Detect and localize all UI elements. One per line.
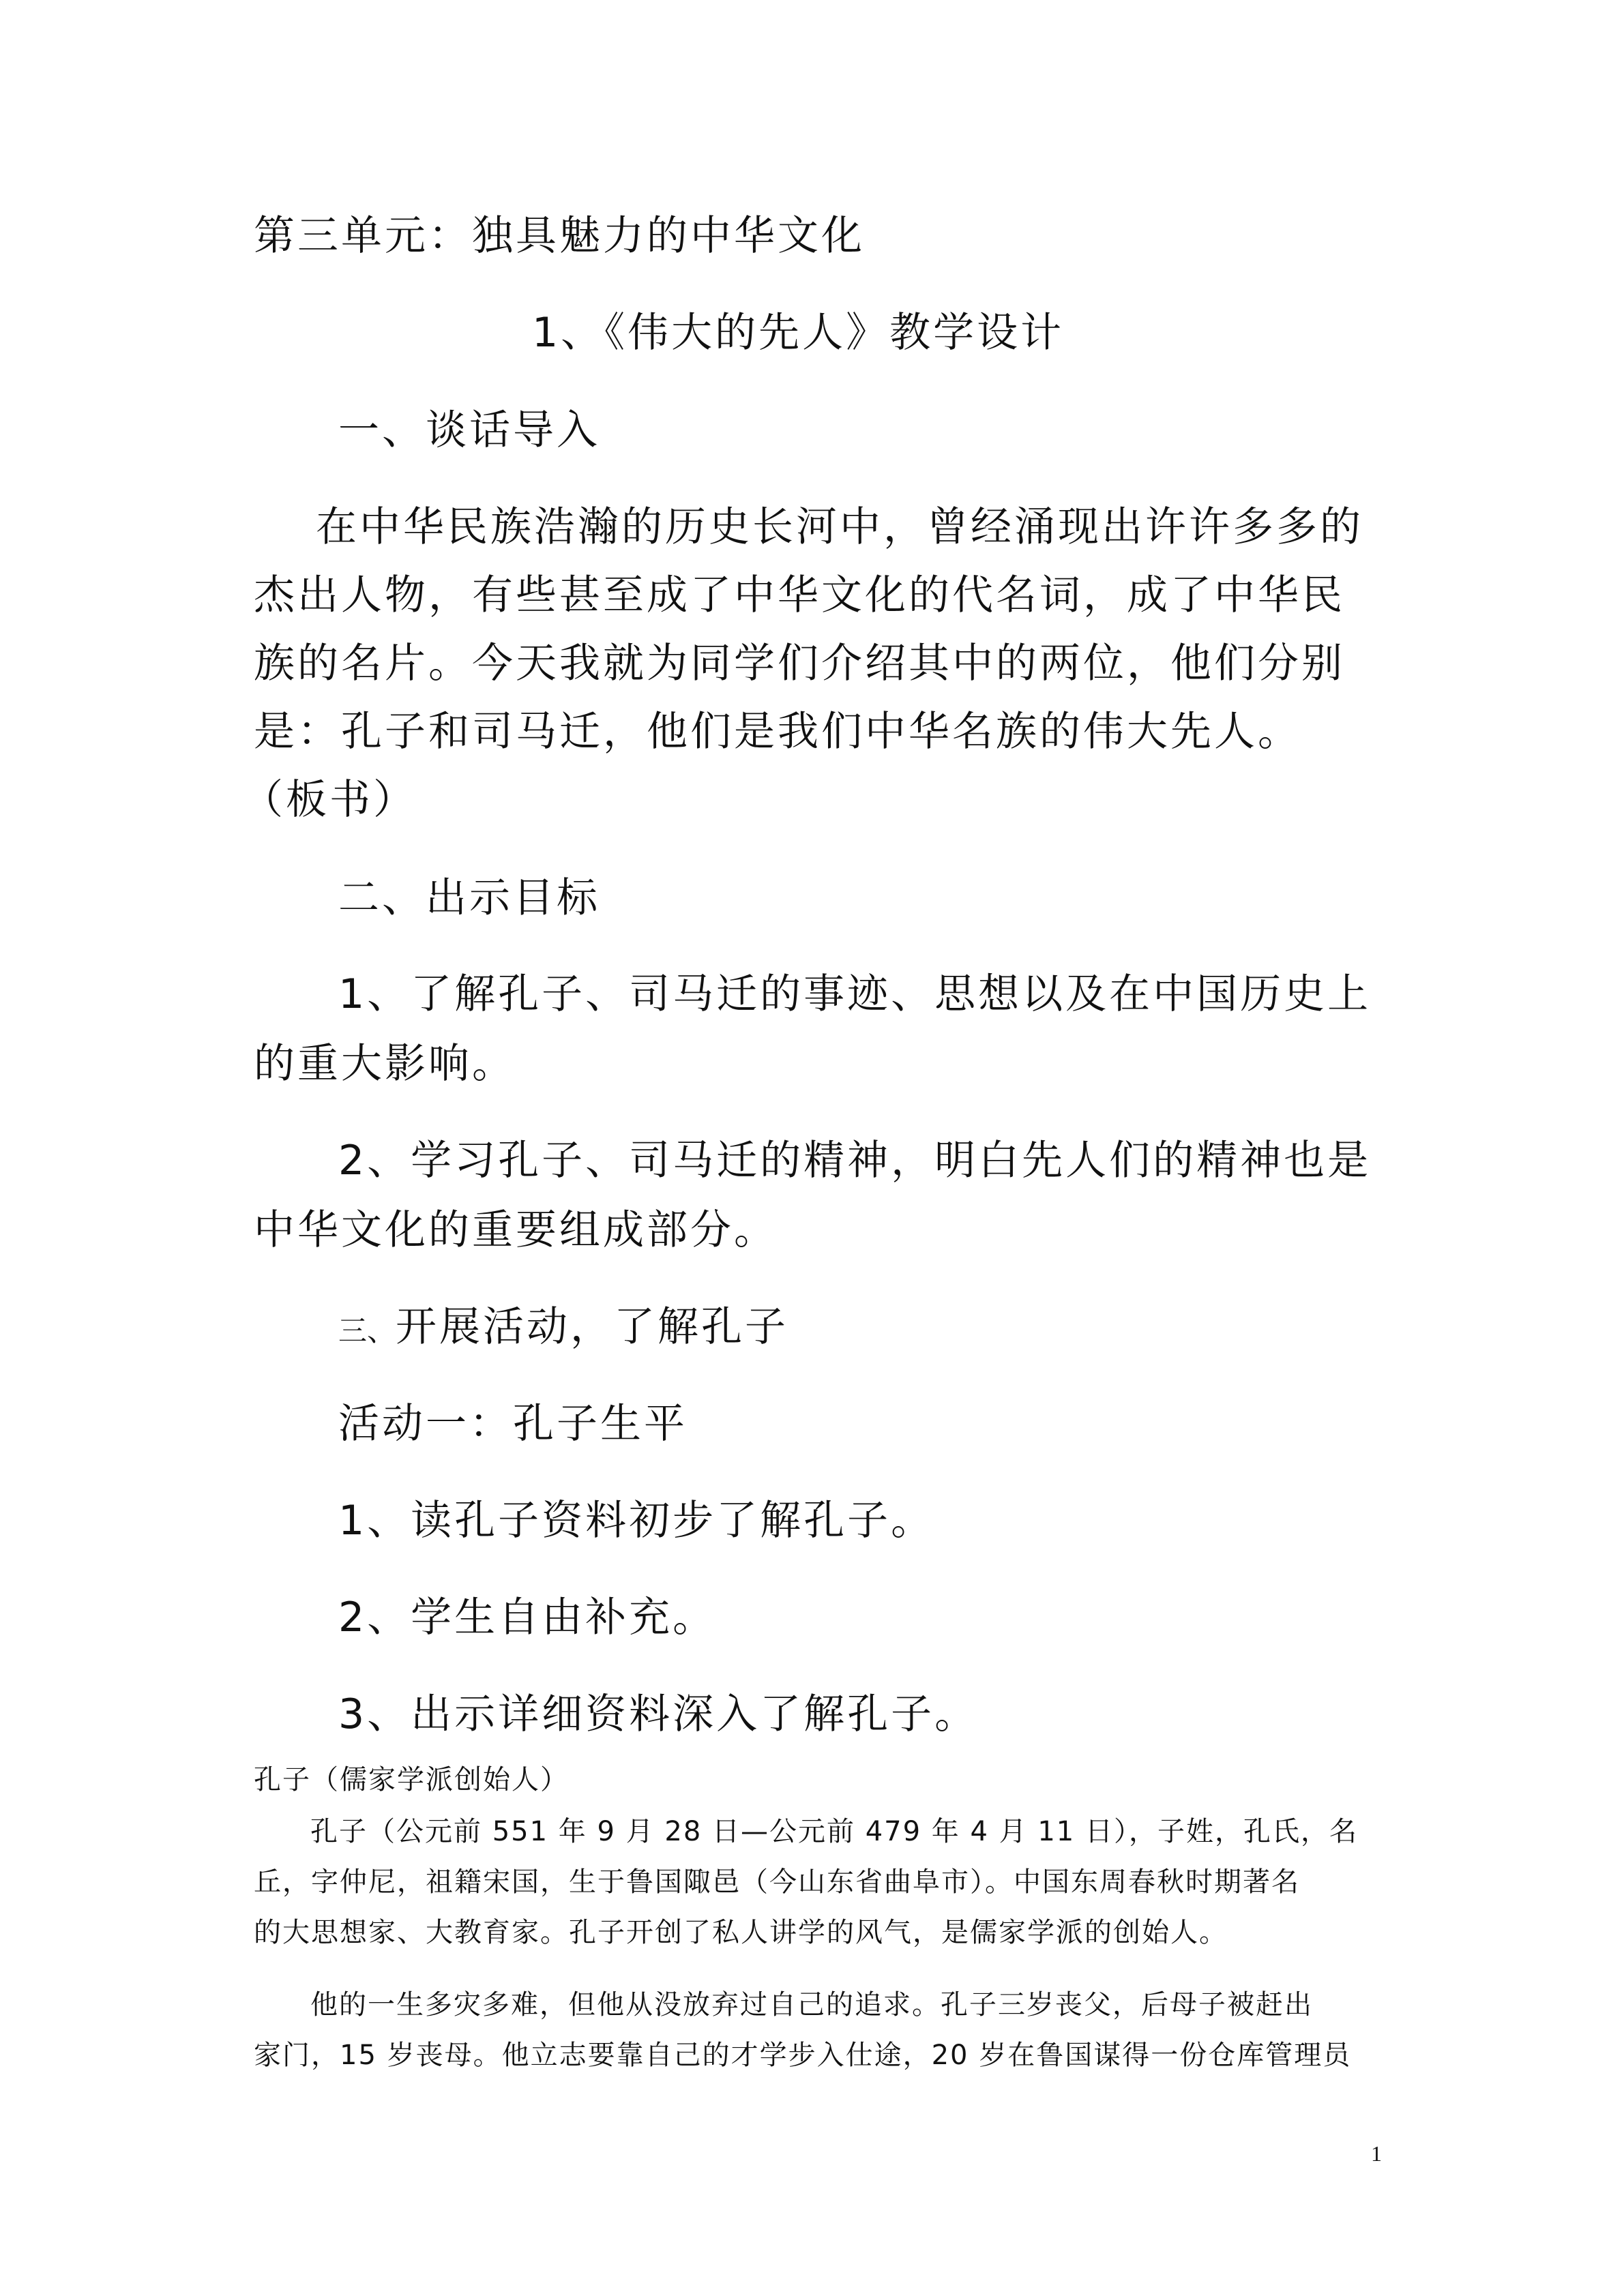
- bio-line: 丘，字仲尼，祖籍宋国，生于鲁国陬邑（今山东省曲阜市）。中国东周春秋时期著名: [254, 1866, 1300, 1898]
- step-item: 1、读孔子资料初步了解孔子。: [338, 1497, 935, 1545]
- section-heading-intro: 一、谈话导入: [338, 406, 600, 454]
- paragraph-line: 杰出人物，有些甚至成了中华文化的代名词，成了中华民: [254, 571, 1345, 619]
- page-number: 1: [1371, 2141, 1382, 2166]
- section-heading-text: 开展活动，了解孔子: [396, 1303, 789, 1351]
- unit-title: 第三单元：独具魅力的中华文化: [254, 212, 865, 260]
- lesson-title: 1、《伟大的先人》教学设计: [532, 309, 1065, 357]
- bio-heading: 孔子（儒家学派创始人）: [254, 1764, 569, 1795]
- step-item: 3、出示详细资料深入了解孔子。: [338, 1690, 979, 1738]
- goal-line: 的重大影响。: [254, 1040, 516, 1088]
- section-heading-goals: 二、出示目标: [338, 874, 600, 922]
- goal-line: 1、了解孔子、司马迁的事迹、思想以及在中国历史上: [338, 970, 1372, 1018]
- goal-line: 2、学习孔子、司马迁的精神，明白先人们的精神也是: [338, 1137, 1372, 1184]
- section-heading-activities: [338, 1303, 789, 1351]
- paragraph-line: 在中华民族浩瀚的历史长河中，曾经涌现出许许多多的: [316, 503, 1363, 551]
- bio-line: 孔子（公元前 551 年 9 月 28 日—公元前 479 年 4 月 11 日），子姓，孔氏，名: [310, 1816, 1358, 1847]
- activity-title: 活动一：孔子生平: [338, 1400, 688, 1448]
- section-numeral: 三、: [338, 1314, 396, 1347]
- bio-line: 他的一生多灾多难，但他从没放弃过自己的追求。孔子三岁丧父，后母子被赶出: [310, 1989, 1313, 2021]
- paragraph-line: 是：孔子和司马迁，他们是我们中华名族的伟大先人。: [254, 708, 1301, 756]
- paragraph-line: 族的名片。今天我就为同学们介绍其中的两位，他们分别: [254, 640, 1345, 687]
- step-item: 2、学生自由补充。: [338, 1594, 717, 1641]
- paragraph-line: （板书）: [242, 776, 417, 824]
- bio-line: 家门，15 岁丧母。他立志要靠自己的才学步入仕途，20 岁在鲁国谋得一份仓库管理员: [254, 2040, 1352, 2071]
- goal-line: 中华文化的重要组成部分。: [254, 1206, 778, 1254]
- bio-line: 的大思想家、大教育家。孔子开创了私人讲学的风气，是儒家学派的创始人。: [254, 1917, 1228, 1948]
